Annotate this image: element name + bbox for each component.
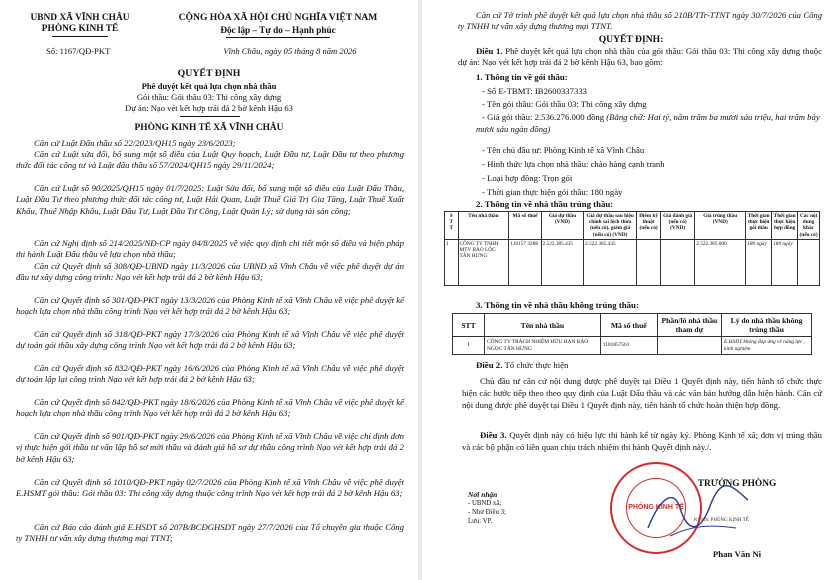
column-header: Tên nhà thầu	[485, 314, 601, 337]
article-2-text: Tổ chức thực hiện	[504, 360, 569, 370]
basis-paragraph: Căn cứ Luật Đấu thầu số 22/2023/QH15 ngày 23/6/2023;	[34, 138, 236, 148]
table-cell: 1	[445, 239, 459, 285]
article-2-body: Chủ đầu tư căn cứ nội dung được phê duyệt tại Điều 1 Quyết định này, tiến hành tổ chức thực hiện các bước tiếp theo theo quy định của Luật Đấu thầu và các văn bản hướng dẫn hiện hành. Căn cứ nội dung được phê duyệt tại Điều 1 Quyết định này, tiến hành tổ chức hoàn thiện hợp đồng.	[462, 376, 822, 410]
column-header: Thời gian thực hiện hợp đồng	[772, 212, 798, 240]
table-cell: 110157 3288	[509, 239, 541, 285]
project-line: Dự án: Nạo vét kết hợp trải đá 2 bờ kênh Hậu 63	[125, 103, 293, 113]
column-header: Điểm kỹ thuật (nếu có)	[637, 212, 661, 240]
national-motto: CỘNG HÒA XÃ HỘI CHỦ NGHĨA VIỆT NAM	[178, 12, 378, 23]
table-cell	[798, 239, 820, 285]
column-header: Lý do nhà thầu không trúng thầu	[722, 314, 812, 337]
basis-paragraph: Căn cứ Nghị định số 214/2025/NĐ-CP ngày 04/8/2025 về việc quy định chi tiết một số điều và biện pháp thi hành Luật Đấu thầu về lựa chọn nhà thầu;	[16, 238, 404, 260]
duration-line: - Thời gian thực hiện gói thầu: 180 ngày	[482, 187, 623, 197]
column-header: Các nội dung khác (nếu có)	[799, 213, 818, 238]
table-header-row	[445, 212, 820, 240]
column-header: S T T	[445, 212, 459, 240]
basis-paragraph: Căn cứ Quyết định số 901/QĐ-PKT ngày 29/6/2026 của Phòng Kinh tế xã Vĩnh Châu về việc chỉ định đơn vị thực hiện gói thầu tư vấn lập hồ sơ mời thầu và đánh giá hồ sơ dự thầu công trình Nạo vét kết hợp trải đá 2 bờ kênh Hậu 63;	[16, 431, 404, 464]
basis-paragraph: Căn cứ Luật số 90/2025/QH15 ngày 01/7/2025: Luật Sửa đổi, bổ sung một số điều của Luật Đấu Thầu, Luật Đầu Tư theo phương thức đối tác công tư, Luật Hải Quan, Luật Thuế Giá Trị Gia Tăng, Luật Thuế Xuất Khẩu, Thuế Nhập Khẩu, Luật Đầu Tư, Luật Đầu Tư Công, Luật Quản Lý; sử dụng tài sản công;	[16, 183, 404, 216]
article-1-label: Điều 1.	[476, 46, 503, 56]
basis-paragraph: Căn cứ Quyết định số 832/QĐ-PKT ngày 16/6/2026 của Phòng Kinh tế xã Vĩnh Châu về việc phê duyệt dự toán lập lại công trình Nạo vét kết hợp trải đá 2 bờ kênh Hậu 63;	[16, 363, 404, 385]
agency-name: UBND XÃ VĨNH CHÂU	[30, 13, 130, 23]
column-header: Phần/lô nhà thầu tham dự	[657, 314, 721, 337]
basis-paragraph: Căn cứ Báo cáo đánh giá E.HSDT số 207B/BCĐGHSDT ngày 27/7/2026 của Tổ chuyên gia thuộc Công ty TNHH tư vấn xây dựng thương mại TTNT;	[16, 522, 404, 544]
recipient-item: - Như Điều 3;	[468, 509, 506, 516]
article-2-heading	[476, 360, 568, 371]
motto-subtitle: Độc lập – Tự do – Hạnh phúc	[220, 25, 336, 35]
table-cell	[657, 337, 721, 355]
column-header: Giá trúng thầu (VND)	[695, 212, 746, 240]
section-2-title: 2. Thông tin về nhà thầu trúng thầu:	[476, 199, 614, 209]
selection-method-line: - Hình thức lựa chọn nhà thầu: chào hàng cạnh tranh	[482, 159, 665, 169]
header-rule-right	[226, 37, 330, 38]
table-cell: 1	[453, 337, 485, 355]
section-3-title: 3. Thông tin về nhà thầu không trúng thầu:	[476, 300, 639, 310]
basis-paragraph: Căn cứ Quyết định số 308/QĐ-UBND ngày 11/3/2026 của UBND xã Vĩnh Châu về việc phê duyệt dự án đầu tư xây dựng công trình: Nạo vét kết hợp trải đá 2 bờ kênh Hậu 63;	[16, 261, 404, 283]
basis-paragraph: Căn cứ Tờ trình phê duyệt kết quả lựa chọn nhà thầu số 210B/TTr-TTNT ngày 30/7/2026 của Công ty TNHH tư vấn xây dựng thương mại TTNT.	[458, 10, 822, 32]
table-cell: 180 ngày	[746, 239, 772, 285]
column-header: Giá dự thầu (VND)	[541, 212, 584, 240]
article-1	[458, 46, 822, 69]
table-cell	[661, 239, 695, 285]
title-rule	[180, 116, 240, 117]
table-cell	[637, 239, 661, 285]
table-cell: 2.522.385.435	[584, 239, 637, 285]
losing-bidder-table	[452, 313, 812, 355]
section-1-title: 1. Thông tin về gói thầu:	[476, 72, 568, 82]
winning-bidder-table	[444, 211, 820, 286]
investor-line: - Tên chủ đầu tư: Phòng Kinh tế xã Vĩnh Châu	[482, 145, 645, 155]
column-header: Tên nhà thầu	[458, 212, 509, 240]
table-cell: E.HSDT không đáp ứng về năng lực , kinh nghiệm	[722, 337, 812, 355]
article-3	[462, 430, 822, 454]
package-price: - Giá gói thầu: 2.536.276.000 đồng	[482, 112, 607, 122]
basis-paragraph: Căn cứ Quyết định số 318/QĐ-PKT ngày 17/3/2026 của Phòng Kinh tế xã Vĩnh Châu về việc phê duyệt dự toán gói thầu xây dựng công trình Nạo vét kết hợp trải đá 2 bờ kênh Hậu 63;	[16, 329, 404, 351]
signer-name: Phan Văn Ni	[712, 549, 762, 559]
recipient-item: Lưu: VP.	[468, 518, 493, 525]
column-header: STT	[453, 314, 485, 337]
recipient-item: - UBND xã;	[468, 500, 502, 507]
price-in-words: (Bằng chữ: Hai tỷ, năm trăm ba mươi sáu triệu, hai trăm bảy mươi sáu ngàn đồng)	[476, 112, 820, 134]
header-rule-left	[52, 36, 108, 37]
basis-paragraph: Căn cứ Quyết định số 842/QĐ-PKT ngày 18/6/2026 của Phòng Kinh tế xã Vĩnh Châu về việc phê duyệt kế hoạch lựa chọn nhà thầu công trình Nạo vét kết hợp trải đá 2 bờ kênh Hậu 63;	[16, 397, 404, 419]
table-cell: 180 ngày	[772, 239, 798, 285]
place-date: Vĩnh Châu, ngày 05 tháng 8 năm 2026	[223, 46, 357, 56]
package-price-line	[476, 112, 828, 135]
column-header: Giá dự thầu sau hiệu chỉnh sai lệch thừa (nếu có), giảm giá (nếu có) (VND)	[584, 212, 637, 240]
table-cell: CÔNG TY TRÁCH NHIỆM HỮU HẠN BẢO NGỌC TÂN HƯNG	[485, 337, 601, 355]
column-header: Thời gian thực hiện gói thầu	[746, 212, 772, 240]
basis-paragraph: Căn cứ Luật sửa đổi, bổ sung một số điều của Luật Quy hoạch, Luật Đầu tư, Luật Đầu tư theo phương thức đối tác công tư và Luật đấu thầu số 57/2024/QH15 ngày 29/11/2024;	[16, 149, 404, 171]
article-3-label: Điều 3.	[480, 430, 507, 440]
table-cell: 2.522.385.435	[541, 239, 584, 285]
article-3-text: Quyết định này có hiệu lực thi hành kể từ ngày ký. Phòng Kinh tế xã; đơn vị trúng thầu và các bộ phận có liên quan chịu trách nhiệm thi hành Quyết định này./.	[462, 430, 823, 452]
handwritten-signature	[640, 478, 760, 548]
table-cell: CÔNG TY TNHH MTV BẢO LỘC TÂN HƯNG	[458, 239, 509, 285]
document-number: Số: 1167/QĐ-PKT	[46, 46, 111, 56]
column-header: Giá đánh giá (nếu có) (VND)	[661, 212, 695, 240]
recipients-title: Nơi nhận	[468, 490, 498, 499]
table-cell: 1101857561	[600, 337, 657, 355]
table-row	[453, 337, 812, 355]
table-cell: 2.522.385.000	[695, 239, 746, 285]
document-subtitle: Phê duyệt kết quả lựa chọn nhà thầu	[141, 81, 277, 91]
package-line: Gói thầu: Gói thầu 03: Thi công xây dựng	[136, 92, 282, 102]
contract-type-line: - Loại hợp đồng: Trọn gói	[482, 173, 573, 183]
tbmt-line: - Số E-TBMT: IB2600337333	[482, 86, 588, 96]
stamp-text: PHÒNG KINH TẾ	[628, 504, 684, 511]
article-2-label: Điều 2.	[476, 360, 503, 370]
decision-heading: QUYẾT ĐỊNH:	[598, 34, 664, 45]
signer-title: TRƯỞNG PHÒNG	[697, 479, 777, 489]
article-1-text: Phê duyệt kết quả lựa chọn nhà thầu của gói thầu: Gói thầu 03: Thi công xây dựng thuộc dự án: Nạo vét kết hợp trải đá 2 bờ kênh Hậu 63, bao gồm:	[458, 46, 823, 68]
department-name: PHÒNG KINH TẾ	[41, 24, 119, 34]
table-header-row	[453, 314, 812, 337]
digital-signature-note: Ký bởi: PHÒNG KINH TẾ	[694, 518, 749, 523]
table-row	[445, 239, 820, 285]
document-title: QUYẾT ĐỊNH	[177, 68, 241, 79]
column-header: Mã số thuế	[509, 212, 541, 240]
document-page-1	[0, 0, 418, 580]
package-name-line: - Tên gói thầu: Gói thầu 03: Thi công xây dựng	[482, 99, 647, 109]
column-header: Mã số thuế	[600, 314, 657, 337]
issuing-authority: PHÒNG KINH TẾ XÃ VĨNH CHÂU	[134, 123, 284, 133]
basis-paragraph: Căn cứ Quyết định số 1010/QĐ-PKT ngày 02/7/2026 của Phòng Kinh tế xã Vĩnh Châu về việc phê duyệt E.HSMT gói thầu: Gói thầu 03: Thi công xây dựng thuộc công trình Nạo vét kết hợp trải đá 2 bờ kênh Hậu 63;	[16, 477, 404, 499]
basis-paragraph: Căn cứ Quyết định số 301/QĐ-PKT ngày 13/3/2026 của Phòng Kinh tế xã Vĩnh Châu về việc phê duyệt kế hoạch lựa chọn nhà thầu công trình Nạo vét kết hợp trải đá 2 bờ kênh Hậu 63;	[16, 295, 404, 317]
